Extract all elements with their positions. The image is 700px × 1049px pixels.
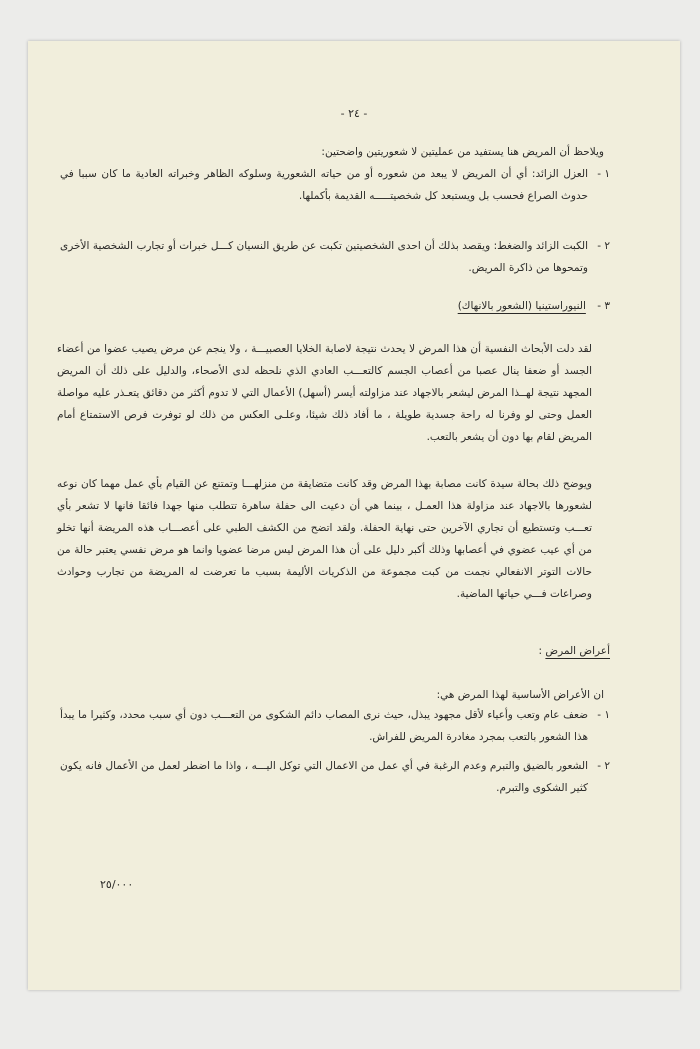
paragraph-1: لقد دلت الأبحاث النفسية أن هذا المرض لا يحدث نتيجة لاصابة الخلايا العصبيـــة ، ولا ينجم عن مرض يصيب عضوا من أعضاء الجسد أو ضعفا ينال عصبا من أعصاب الجسم كالتعـــب العادي الذي نلحظه لدى الأصحاء، والدليل على ذلك أن المريض المجهد نتيجة لهــذا المرض ليشعر بالاجهاد عند مزاولته أيسر (أسهل) الأعمال التي لا تدوم أكثر من دقائق يتعـذر عليه مواصلة العمل وحتى لو وفرنا له راحة جسدية طويلة ، ما أفاد ذلك شيئا، وعلـى العكس من ذلك لو توفرت فرص الاستمتاع أمام المريض لقام بها دون أن يشعر بالتعب. <box>57 343 592 443</box>
document-page <box>28 41 680 990</box>
page-number: - ٢٤ - <box>340 107 368 120</box>
footer-code: ٢٥/٠٠٠ <box>100 878 134 891</box>
paragraph-2: ويوضح ذلك بحالة سيدة كانت مصابة بهذا المرض وقد كانت متضايقة من منزلهـــا وتمتنع عن القيام بأي عمل مهما كان نوعه لشعورها بالاجهاد عند مزاولة هذا العمـل ، بينما هي أن دعيت الى حفلة ساهرة تتطلب منها جهدا فائقا فانها لا تشعر بأي تعـــب وتستطيع أن تجاري الآخرين حتى نهاية الحفلة. ولقد اتضح من الكشف الطبي على أعصـــاب هذه المريضة أنها تخلو من أي عيب عضوي في أعصابها وذلك أكبر دليل على أن هذا المرض ليس مرضا عضويا وانما هو مرض نفسي يعتبر حالة من حالات التوتر الانفعالي نجمت من كبت مجموعة من الذكريات الأليمة بسبب ما تعرضت له المريضة من تجارب وحوادث وصراعات فـــي حياتها الماضية. <box>57 478 592 600</box>
symptom-number: ١ - <box>597 709 610 721</box>
symptom-text: ضعف عام وتعب وأعياء لأقل مجهود يبذل، حيث نرى المصاب دائم الشكوى من التعـــب دون أي سبب محدد، وكثيرا ما يبدأ هذا الشعور بالتعب بمجرد مغادرة المريض للفراش. <box>60 709 588 743</box>
mechanism-text: العزل الزائد: أي أن المريض لا يبعد من شعوره أو من حياته الشعورية وسلوكه الظاهر وخبراته العادية ما كان سببا في حدوث الصراع فحسب بل ويستبعد كل شخصيتـــــه القديمة بأكملها. <box>60 168 588 202</box>
mechanism-item <box>60 235 610 279</box>
symptoms-heading-text: أعراض المرض <box>545 645 610 657</box>
section-heading <box>458 295 610 317</box>
heading-colon: : <box>538 645 546 657</box>
symptoms-heading <box>539 640 611 662</box>
section-title: النيوراستينيا (الشعور بالانهاك) <box>457 300 586 312</box>
section-number: ٣ - <box>597 300 610 312</box>
paper-sheet <box>28 41 680 990</box>
symptom-number: ٢ - <box>597 760 610 772</box>
mechanism-number: ١ - <box>597 168 610 180</box>
symptom-item <box>60 755 610 799</box>
intro-line: ويلاحظ أن المريض هنا يستفيد من عمليتين لا شعوريتين واضحتين: <box>321 146 604 158</box>
mechanism-item <box>60 163 610 207</box>
symptoms-intro: ان الأعراض الأساسية لهذا المرض هي: <box>436 689 604 701</box>
symptom-text: الشعور بالضيق والتبرم وعدم الرغبة في أي عمل من الاعمال التي توكل اليـــه ، واذا ما اضطر لعمل من الأعمال فانه يكون كثير الشكوى والتبرم. <box>60 760 588 794</box>
symptom-item <box>60 704 610 748</box>
mechanism-text: الكبت الزائد والضغط: ويقصد بذلك أن احدى الشخصيتين تكبت عن طريق النسيان كـــل خبرات أو تجارب الشخصية الأخرى وتمحوها من ذاكرة المريض. <box>60 240 588 274</box>
mechanism-number: ٢ - <box>597 240 610 252</box>
